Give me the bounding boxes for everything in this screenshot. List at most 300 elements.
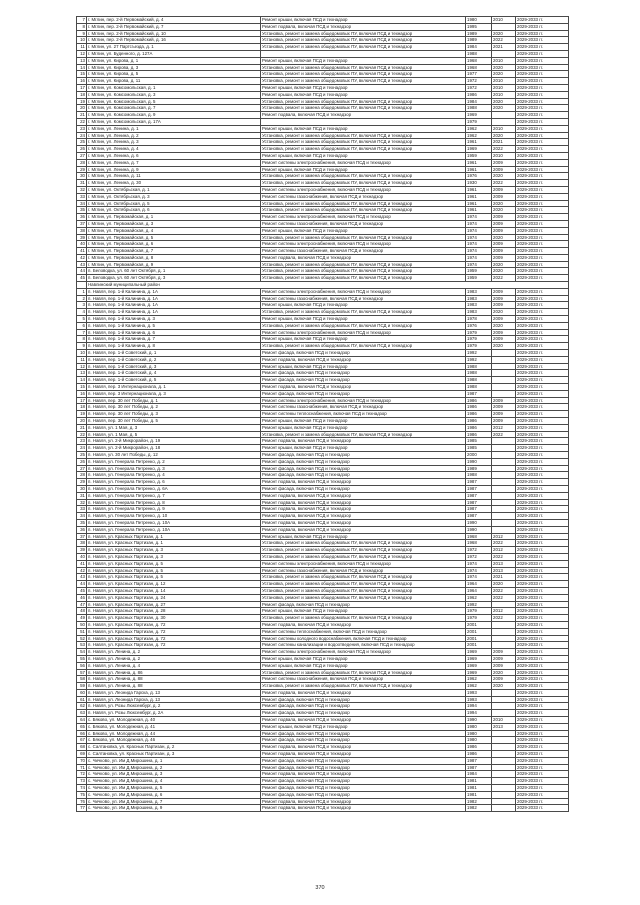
work-type-cell: Установка, ремонт и замена общедомовых ПУ, включая ПСД и технадзор: [261, 309, 466, 316]
year-built-cell: 1990: [466, 519, 492, 526]
row-number: 43: [77, 261, 87, 268]
address-cell: п. Навля, пер. 1-й Калинина, д. 1А: [87, 302, 261, 309]
address-cell: с. Чичково, ул. Им Д.Мирошина, д. 9: [87, 805, 261, 812]
row-number: 39: [77, 234, 87, 241]
year-built-cell: 1988: [466, 472, 492, 479]
last-repair-year-cell: [492, 744, 516, 751]
row-number: 66: [77, 730, 87, 737]
year-built-cell: 1969: [466, 112, 492, 119]
last-repair-year-cell: [492, 377, 516, 384]
address-cell: п. Навля, ул. Генерала Петренко, д. 2: [87, 458, 261, 465]
table-row: [77, 649, 569, 656]
planned-period-cell: 2029-2033 гг.: [516, 91, 569, 98]
year-built-cell: 1994: [466, 710, 492, 717]
planned-period-cell: 2029-2033 гг.: [516, 615, 569, 622]
work-type-cell: Ремонт крыши, включая ПСД и технадзор: [261, 166, 466, 173]
row-number: 45: [77, 587, 87, 594]
table-row: [77, 540, 569, 547]
address-cell: г. Мглин, пер. 2-й Первомайский, д. 7: [87, 23, 261, 30]
work-type-cell: Ремонт крыши, включая ПСД и технадзор: [261, 84, 466, 91]
address-cell: п. Навля, ул. Красных Партизан, д. 1: [87, 540, 261, 547]
address-cell: п. Навля, ул. Красных Партизан, д. 5: [87, 567, 261, 574]
year-built-cell: 1990: [466, 526, 492, 533]
year-built-cell: 1982: [466, 798, 492, 805]
last-repair-year-cell: [492, 730, 516, 737]
work-type-cell: Ремонт фасада, включая ПСД и технадзор: [261, 370, 466, 377]
year-built-cell: 1981: [466, 785, 492, 792]
planned-period-cell: 2029-2033 гг.: [516, 785, 569, 792]
planned-period-cell: 2029-2033 гг.: [516, 506, 569, 513]
last-repair-year-cell: 2010: [492, 17, 516, 24]
address-cell: п. Навля, пер. 30 лет Победы, д. 3: [87, 411, 261, 418]
address-cell: г. Мглин, ул. Комсомольская, д. 1: [87, 84, 261, 91]
address-cell: г. Мглин, ул. Первомайская, д. 8: [87, 254, 261, 261]
last-repair-year-cell: 2021: [492, 139, 516, 146]
table-row: [77, 275, 569, 282]
work-type-cell: Ремонт крыши, включая ПСД и технадзор: [261, 363, 466, 370]
table-row: [77, 696, 569, 703]
last-repair-year-cell: 2012: [492, 608, 516, 615]
work-type-cell: Ремонт подвала, включая ПСД и технадзор: [261, 513, 466, 520]
row-number: 43: [77, 574, 87, 581]
year-built-cell: 1980: [466, 737, 492, 744]
table-row: [77, 397, 569, 404]
last-repair-year-cell: [492, 50, 516, 57]
work-type-cell: Ремонт системы газоснабжения, включая ПСД и технадзор: [261, 248, 466, 255]
year-built-cell: 1990: [466, 458, 492, 465]
year-built-cell: 1989: [466, 465, 492, 472]
year-built-cell: 1984: [466, 44, 492, 51]
section-title: Навлинский муниципальный район: [87, 282, 569, 289]
capital-repair-table: [76, 16, 569, 812]
last-repair-year-cell: [492, 703, 516, 710]
table-row: [77, 57, 569, 64]
address-cell: г. Мглин, пер. 2-й Первомайский, д. 4: [87, 17, 261, 24]
table-row: [77, 669, 569, 676]
last-repair-year-cell: 2022: [492, 37, 516, 44]
planned-period-cell: 2029-2033 гг.: [516, 778, 569, 785]
row-number: 48: [77, 608, 87, 615]
row-number: 77: [77, 805, 87, 812]
year-built-cell: 1961: [466, 186, 492, 193]
address-cell: п. Навля, ул. 1 Мая, д. 3: [87, 424, 261, 431]
row-number: 4: [77, 309, 87, 316]
address-cell: п. Навля, ул. Генерала Петренко, д. 3: [87, 465, 261, 472]
year-built-cell: 1962: [466, 683, 492, 690]
last-repair-year-cell: 2022: [492, 553, 516, 560]
row-number: 23: [77, 125, 87, 132]
last-repair-year-cell: [492, 526, 516, 533]
row-number: 19: [77, 98, 87, 105]
work-type-cell: Ремонт фасада, включая ПСД и технадзор: [261, 778, 466, 785]
planned-period-cell: 2029-2033 гг.: [516, 594, 569, 601]
address-cell: г. Мглин, ул. Ленина, д. 30: [87, 180, 261, 187]
address-cell: п. Навля, ул. Красных Партизан, д. 24: [87, 594, 261, 601]
address-cell: п. Навля, пер. 1-й Советский, д. 2: [87, 356, 261, 363]
work-type-cell: Ремонт фасада, включая ПСД и технадзор: [261, 703, 466, 710]
last-repair-year-cell: [492, 458, 516, 465]
year-built-cell: 1977: [466, 71, 492, 78]
row-number: 28: [77, 159, 87, 166]
address-cell: п. Навля, пер. 30 лет Победы, д. 2: [87, 404, 261, 411]
year-built-cell: 1968: [466, 540, 492, 547]
planned-period-cell: 2029-2033 гг.: [516, 485, 569, 492]
last-repair-year-cell: 2020: [492, 343, 516, 350]
planned-period-cell: 2029-2033 гг.: [516, 50, 569, 57]
row-number: 37: [77, 533, 87, 540]
work-type-cell: Ремонт фасада, включая ПСД и технадзор: [261, 785, 466, 792]
planned-period-cell: 2029-2033 гг.: [516, 316, 569, 323]
year-built-cell: 1962: [466, 676, 492, 683]
work-type-cell: Установка, ремонт и замена общедомовых ПУ, включая ПСД и технадзор: [261, 587, 466, 594]
table-row: [77, 227, 569, 234]
year-built-cell: 1988: [466, 384, 492, 391]
planned-period-cell: 2029-2033 гг.: [516, 751, 569, 758]
row-number: 9: [77, 30, 87, 37]
last-repair-year-cell: 2020: [492, 207, 516, 214]
row-number: 25: [77, 139, 87, 146]
planned-period-cell: 2029-2033 гг.: [516, 723, 569, 730]
year-built-cell: 1974: [466, 567, 492, 574]
planned-period-cell: 2029-2033 гг.: [516, 513, 569, 520]
planned-period-cell: 2029-2033 гг.: [516, 384, 569, 391]
address-cell: г. Мглин, ул. Кирова, д. 3: [87, 64, 261, 71]
last-repair-year-cell: 2009: [492, 193, 516, 200]
last-repair-year-cell: 2020: [492, 581, 516, 588]
row-number: 34: [77, 513, 87, 520]
work-type-cell: Установка, ремонт и замена общедомовых ПУ, включая ПСД и технадзор: [261, 261, 466, 268]
work-type-cell: Установка, ремонт и замена общедомовых ПУ, включая ПСД и технадзор: [261, 37, 466, 44]
table-row: [77, 44, 569, 51]
table-row: [77, 737, 569, 744]
table-row: [77, 798, 569, 805]
table-row: [77, 84, 569, 91]
work-type-cell: Ремонт фасада, включая ПСД и технадзор: [261, 465, 466, 472]
row-number: 31: [77, 492, 87, 499]
table-row: [77, 621, 569, 628]
work-type-cell: Установка, ремонт и замена общедомовых ПУ, включая ПСД и технадзор: [261, 683, 466, 690]
planned-period-cell: 2029-2033 гг.: [516, 288, 569, 295]
table-row: [77, 560, 569, 567]
last-repair-year-cell: 2009: [492, 302, 516, 309]
row-number: 39: [77, 547, 87, 554]
address-cell: п. Беловодка, ул. 60 лет Октября, д. 3: [87, 275, 261, 282]
work-type-cell: Ремонт крыши, включая ПСД и технадзор: [261, 91, 466, 98]
row-number: 47: [77, 601, 87, 608]
last-repair-year-cell: [492, 513, 516, 520]
table-row: [77, 499, 569, 506]
work-type-cell: Ремонт подвала, включая ПСД и технадзор: [261, 23, 466, 30]
planned-period-cell: 2029-2033 гг.: [516, 44, 569, 51]
row-number: 10: [77, 37, 87, 44]
planned-period-cell: 2029-2033 гг.: [516, 635, 569, 642]
table-row: [77, 356, 569, 363]
work-type-cell: Ремонт фасада, включая ПСД и технадзор: [261, 458, 466, 465]
row-number: 52: [77, 635, 87, 642]
table-row: [77, 418, 569, 425]
work-type-cell: Ремонт фасада, включая ПСД и технадзор: [261, 696, 466, 703]
planned-period-cell: 2029-2033 гг.: [516, 628, 569, 635]
planned-period-cell: 2029-2033 гг.: [516, 78, 569, 85]
planned-period-cell: 2029-2033 гг.: [516, 757, 569, 764]
last-repair-year-cell: 2020: [492, 98, 516, 105]
work-type-cell: Установка, ремонт и замена общедомовых ПУ, включая ПСД и технадзор: [261, 234, 466, 241]
work-type-cell: Установка, ремонт и замена общедомовых ПУ, включая ПСД и технадзор: [261, 547, 466, 554]
work-type-cell: Ремонт системы газоснабжения, включая ПСД и технадзор: [261, 295, 466, 302]
work-type-cell: Ремонт подвала, включая ПСД и технадзор: [261, 744, 466, 751]
row-number: 9: [77, 343, 87, 350]
address-cell: г. Мглин, ул. Комсомольская, д. 9: [87, 112, 261, 119]
table-row: [77, 553, 569, 560]
row-number: 24: [77, 132, 87, 139]
planned-period-cell: 2029-2033 гг.: [516, 533, 569, 540]
last-repair-year-cell: 2009: [492, 404, 516, 411]
year-built-cell: 1983: [466, 309, 492, 316]
work-type-cell: Ремонт фасада, включая ПСД и технадзор: [261, 485, 466, 492]
work-type-cell: Ремонт системы электроснабжения, включая ПСД и технадзор: [261, 649, 466, 656]
work-type-cell: Ремонт системы канализации и водоотведения, включая ПСД и технадзор: [261, 642, 466, 649]
row-number: 35: [77, 519, 87, 526]
year-built-cell: 1979: [466, 615, 492, 622]
work-type-cell: Ремонт подвала, включая ПСД и технадзор: [261, 717, 466, 724]
work-type-cell: Ремонт системы электроснабжения, включая ПСД и технадзор: [261, 397, 466, 404]
work-type-cell: Ремонт крыши, включая ПСД и технадзор: [261, 125, 466, 132]
table-row: [77, 112, 569, 119]
planned-period-cell: 2029-2033 гг.: [516, 17, 569, 24]
year-built-cell: 1974: [466, 220, 492, 227]
table-row: [77, 30, 569, 37]
planned-period-cell: 2029-2033 гг.: [516, 30, 569, 37]
planned-period-cell: 2029-2033 гг.: [516, 186, 569, 193]
planned-period-cell: 2029-2033 гг.: [516, 146, 569, 153]
address-cell: п. Навля, ул. Генерала Петренко, д. 4: [87, 472, 261, 479]
year-built-cell: 1962: [466, 125, 492, 132]
table-row: [77, 757, 569, 764]
table-row: [77, 336, 569, 343]
address-cell: п. Навля, ул. Ленина, д. 2: [87, 649, 261, 656]
work-type-cell: Ремонт фасада, включая ПСД и технадзор: [261, 737, 466, 744]
last-repair-year-cell: 2010: [492, 152, 516, 159]
year-built-cell: 1974: [466, 560, 492, 567]
planned-period-cell: 2029-2033 гг.: [516, 200, 569, 207]
work-type-cell: [261, 118, 466, 125]
work-type-cell: Установка, ремонт и замена общедомовых ПУ, включая ПСД и технадзор: [261, 139, 466, 146]
address-cell: п. Навля, ул. Красных Партизан, д. 72: [87, 635, 261, 642]
table-row: [77, 601, 569, 608]
table-row: [77, 655, 569, 662]
address-cell: г. Мглин, ул. Ленина, д. 4: [87, 146, 261, 153]
year-built-cell: 1987: [466, 479, 492, 486]
planned-period-cell: 2029-2033 гг.: [516, 132, 569, 139]
last-repair-year-cell: 2012: [492, 533, 516, 540]
planned-period-cell: 2029-2033 гг.: [516, 655, 569, 662]
row-number: 75: [77, 791, 87, 798]
table-row: [77, 608, 569, 615]
row-number: 58: [77, 676, 87, 683]
planned-period-cell: 2029-2033 гг.: [516, 112, 569, 119]
planned-period-cell: 2029-2033 гг.: [516, 649, 569, 656]
planned-period-cell: 2029-2033 гг.: [516, 431, 569, 438]
last-repair-year-cell: [492, 689, 516, 696]
last-repair-year-cell: 2010: [492, 57, 516, 64]
address-cell: п. Навля, ул. Красных Партизан, д. 30: [87, 615, 261, 622]
address-cell: г. Мглин, ул. Ленина, д. 6: [87, 152, 261, 159]
row-number: 30: [77, 173, 87, 180]
planned-period-cell: 2029-2033 гг.: [516, 472, 569, 479]
year-built-cell: 1994: [466, 703, 492, 710]
last-repair-year-cell: 2009: [492, 316, 516, 323]
work-type-cell: Установка, ремонт и замена общедомовых ПУ, включая ПСД и технадзор: [261, 64, 466, 71]
row-number: 24: [77, 445, 87, 452]
table-row: [77, 676, 569, 683]
work-type-cell: Ремонт крыши, включая ПСД и технадзор: [261, 445, 466, 452]
planned-period-cell: 2029-2033 гг.: [516, 676, 569, 683]
year-built-cell: 1961: [466, 159, 492, 166]
table-row: [77, 519, 569, 526]
year-built-cell: 1988: [466, 363, 492, 370]
work-type-cell: Ремонт крыши, включая ПСД и технадзор: [261, 57, 466, 64]
work-type-cell: Ремонт системы газоснабжения, включая ПСД и технадзор: [261, 567, 466, 574]
work-type-cell: Ремонт подвала, включая ПСД и технадзор: [261, 356, 466, 363]
last-repair-year-cell: 2012: [492, 424, 516, 431]
planned-period-cell: 2029-2033 гг.: [516, 683, 569, 690]
planned-period-cell: 2029-2033 гг.: [516, 173, 569, 180]
address-cell: п. Навля, пер. 1-й Калинина, д. 5: [87, 322, 261, 329]
year-built-cell: 1972: [466, 553, 492, 560]
year-built-cell: 1980: [466, 723, 492, 730]
row-number: 44: [77, 581, 87, 588]
year-built-cell: 1986: [466, 404, 492, 411]
address-cell: п. Навля, ул. Красных Партизан, д. 3: [87, 553, 261, 560]
planned-period-cell: 2029-2033 гг.: [516, 322, 569, 329]
year-built-cell: 1987: [466, 499, 492, 506]
last-repair-year-cell: 2021: [492, 44, 516, 51]
last-repair-year-cell: 2009: [492, 166, 516, 173]
row-number: 41: [77, 560, 87, 567]
address-cell: г. Мглин, ул. Ленина, д. 7: [87, 159, 261, 166]
year-built-cell: 1964: [466, 587, 492, 594]
last-repair-year-cell: [492, 628, 516, 635]
work-type-cell: Установка, ремонт и замена общедомовых ПУ, включая ПСД и технадзор: [261, 594, 466, 601]
table-row: [77, 411, 569, 418]
last-repair-year-cell: 2022: [492, 275, 516, 282]
last-repair-year-cell: 2020: [492, 71, 516, 78]
last-repair-year-cell: [492, 771, 516, 778]
work-type-cell: Ремонт фасада, включая ПСД и технадзор: [261, 350, 466, 357]
table-row: [77, 547, 569, 554]
year-built-cell: 1959: [466, 268, 492, 275]
year-built-cell: 1986: [466, 397, 492, 404]
address-cell: г. Мглин, пер. 2-й Первомайский, д. 16: [87, 37, 261, 44]
planned-period-cell: 2029-2033 гг.: [516, 241, 569, 248]
year-built-cell: 1979: [466, 118, 492, 125]
address-cell: г. Мглин, ул. Первомайская, д. 1: [87, 214, 261, 221]
work-type-cell: Ремонт системы газоснабжения, включая ПСД и технадзор: [261, 193, 466, 200]
table-row: [77, 404, 569, 411]
last-repair-year-cell: [492, 621, 516, 628]
last-repair-year-cell: [492, 350, 516, 357]
table-row: [77, 220, 569, 227]
work-type-cell: Ремонт подвала, включая ПСД и технадзор: [261, 771, 466, 778]
last-repair-year-cell: [492, 452, 516, 459]
address-cell: п. Навля, ул. Генерала Петренко, д. 6: [87, 479, 261, 486]
row-number: 26: [77, 458, 87, 465]
year-built-cell: 1988: [466, 105, 492, 112]
work-type-cell: Ремонт фасада, включая ПСД и технадзор: [261, 377, 466, 384]
planned-period-cell: 2029-2033 гг.: [516, 642, 569, 649]
last-repair-year-cell: 2010: [492, 84, 516, 91]
address-cell: п. Навля, ул. 2-й Микрорайон, д. 19: [87, 438, 261, 445]
address-cell: п. Навля, пер. 1-й Калинина, д. 1А: [87, 309, 261, 316]
work-type-cell: Ремонт подвала, включая ПСД и технадзор: [261, 805, 466, 812]
table-row: [77, 492, 569, 499]
address-cell: п. Навля, ул. Красных Партизан, д. 72: [87, 628, 261, 635]
work-type-cell: Установка, ремонт и замена общедомовых ПУ, включая ПСД и технадзор: [261, 669, 466, 676]
address-cell: п. Навля, ул. Красных Партизан, д. 72: [87, 621, 261, 628]
table-row: [77, 472, 569, 479]
planned-period-cell: 2029-2033 гг.: [516, 159, 569, 166]
year-built-cell: 1990: [466, 717, 492, 724]
year-built-cell: 1974: [466, 254, 492, 261]
address-cell: г. Мглин, пер. 2-й Первомайский, д. 10: [87, 30, 261, 37]
table-row: [77, 717, 569, 724]
row-number: 34: [77, 200, 87, 207]
table-row: [77, 139, 569, 146]
address-cell: п. Навля, ул. 30 лет Победы, д. 12: [87, 452, 261, 459]
work-type-cell: Установка, ремонт и замена общедомовых ПУ, включая ПСД и технадзор: [261, 207, 466, 214]
work-type-cell: Ремонт крыши, включая ПСД и технадзор: [261, 227, 466, 234]
row-number: 40: [77, 553, 87, 560]
planned-period-cell: 2029-2033 гг.: [516, 363, 569, 370]
planned-period-cell: 2029-2033 гг.: [516, 499, 569, 506]
row-number: 54: [77, 649, 87, 656]
year-built-cell: 1968: [466, 64, 492, 71]
year-built-cell: 1930: [466, 180, 492, 187]
table-row: [77, 662, 569, 669]
last-repair-year-cell: [492, 499, 516, 506]
row-number: 46: [77, 594, 87, 601]
planned-period-cell: 2029-2033 гг.: [516, 118, 569, 125]
last-repair-year-cell: 2020: [492, 30, 516, 37]
address-cell: г. Мглин, ул. Первомайская, д. 4: [87, 227, 261, 234]
address-cell: с. Чичково, ул. Им Д.Мирошина, д. 7: [87, 798, 261, 805]
last-repair-year-cell: 2009: [492, 662, 516, 669]
year-built-cell: 1962: [466, 594, 492, 601]
last-repair-year-cell: [492, 356, 516, 363]
address-cell: п. Навля, ул. Красных Партизан, д. 28: [87, 608, 261, 615]
row-number: 22: [77, 118, 87, 125]
year-built-cell: 1983: [466, 288, 492, 295]
year-built-cell: 1987: [466, 390, 492, 397]
last-repair-year-cell: 2022: [492, 180, 516, 187]
planned-period-cell: 2029-2033 гг.: [516, 669, 569, 676]
year-built-cell: 1986: [466, 744, 492, 751]
year-built-cell: 1988: [466, 377, 492, 384]
work-type-cell: Ремонт крыши, включая ПСД и технадзор: [261, 336, 466, 343]
table-row: [77, 567, 569, 574]
work-type-cell: Ремонт крыши, включая ПСД и технадзор: [261, 17, 466, 24]
last-repair-year-cell: [492, 370, 516, 377]
work-type-cell: Ремонт крыши, включая ПСД и технадзор: [261, 302, 466, 309]
address-cell: п. Навля, ул. Генерала Петренко, д. 10А: [87, 526, 261, 533]
table-row: [77, 302, 569, 309]
row-number: 22: [77, 431, 87, 438]
work-type-cell: Ремонт системы газоснабжения, включая ПСД и технадзор: [261, 404, 466, 411]
table-row: [77, 689, 569, 696]
table-row: [77, 343, 569, 350]
address-cell: п. Навля, пер. 30 лет Победы, д. 1: [87, 397, 261, 404]
table-row: [77, 805, 569, 812]
